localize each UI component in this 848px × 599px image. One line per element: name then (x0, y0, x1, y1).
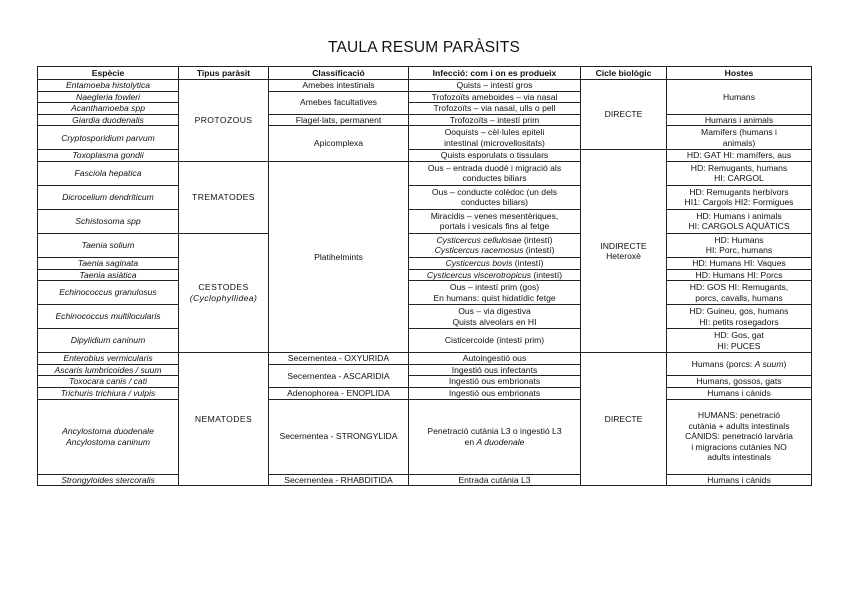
hosts-cell: HD: Humans HI: Porcs (667, 269, 812, 281)
classification-cell: Flagel·lats, permanent (269, 114, 409, 126)
infection-cell: Ingestió ous embrionats (409, 376, 581, 388)
infection-cell: Entrada cutània L3 (409, 474, 581, 486)
species-cell: Toxoplasma gondii (38, 150, 179, 162)
species-cell: Naegleria fowleri (38, 91, 179, 103)
hosts-cell: Humans i animals (667, 114, 812, 126)
table-row (38, 399, 812, 474)
infection-cell: Cysticercus viscerotropicus (intestí) (409, 269, 581, 281)
table-row (38, 387, 812, 399)
header-type: Tipus paràsit (179, 67, 269, 80)
table-row (38, 353, 812, 365)
infection-cell: Cysticercus cellulosae (intestí) Cysticercus racemosus (intestí) (409, 233, 581, 257)
species-cell: Enterobius vermicularis (38, 353, 179, 365)
table-row (38, 114, 812, 126)
infection-cell: Cysticercus bovis (intestí) (409, 257, 581, 269)
type-cell: TREMATODES (179, 161, 269, 233)
species-cell: Echinococcus granulosus (38, 281, 179, 305)
infection-cell: Ooquists – cèl·lules epiteli intestinal (microvellositats) (409, 126, 581, 150)
hosts-cell: Humans i cànids (667, 387, 812, 399)
species-cell: Dipylidium caninum (38, 329, 179, 353)
species-cell: Cryptosporidium parvum (38, 126, 179, 150)
infection-cell: Ingestió ous infectants (409, 364, 581, 376)
hosts-cell: Humans i cànids (667, 474, 812, 486)
species-cell: Dicrocelium dendriticum (38, 185, 179, 209)
hosts-cell: HD: Gos, gat HI: PUCES (667, 329, 812, 353)
hosts-cell: HD: Remugants herbívors HI1: Cargols HI2: Formigues (667, 185, 812, 209)
species-cell: Fasciola hepatica (38, 161, 179, 185)
infection-cell: Ous – entrada duodè i migració als conductes biliars (409, 161, 581, 185)
classification-cell: Secernentea - OXYURIDA (269, 353, 409, 365)
table-row (38, 80, 812, 92)
species-cell: Trichuris trichiura / vulpis (38, 387, 179, 399)
cycle-cell: INDIRECTE Heteroxè (581, 150, 667, 353)
table-row (38, 329, 812, 353)
classification-cell: Apicomplexa (269, 126, 409, 162)
table-row (38, 209, 812, 233)
infection-cell: Ous – intestí prim (gos) En humans: quist hidatídic fetge (409, 281, 581, 305)
cycle-cell: DIRECTE (581, 353, 667, 486)
infection-cell: Trofozoïts ameboides – via nasal (409, 91, 581, 103)
table-row (38, 257, 812, 269)
classification-cell: Amebes facultatives (269, 91, 409, 114)
header-classification: Classificació (269, 67, 409, 80)
infection-cell: Trofozoïts – intestí prim (409, 114, 581, 126)
species-cell: Echinococcus multilocularis (38, 305, 179, 329)
hosts-cell: Humans (667, 80, 812, 115)
hosts-cell: Mamífers (humans i animals) (667, 126, 812, 150)
table-row (38, 305, 812, 329)
infection-cell: Penetració cutània L3 o ingestió L3 en A duodenale (409, 399, 581, 474)
classification-cell: Platihelmints (269, 161, 409, 352)
classification-cell: Secernentea - RHABDITIDA (269, 474, 409, 486)
type-cell: NEMATODES (179, 353, 269, 486)
infection-cell: Ingestió ous embrionats (409, 387, 581, 399)
species-cell: Giardia duodenalis (38, 114, 179, 126)
infection-cell: Ous – via digestiva Quists alveolars en HI (409, 305, 581, 329)
parasites-table (37, 66, 812, 486)
infection-cell: Autoingestió ous (409, 353, 581, 365)
header-row (38, 67, 812, 80)
table-row (38, 474, 812, 486)
table-row (38, 376, 812, 388)
species-cell: Schistosoma spp (38, 209, 179, 233)
species-cell: Taenia saginata (38, 257, 179, 269)
hosts-cell: HD: Remugants, humans HI: CARGOL (667, 161, 812, 185)
species-cell: Acanthamoeba spp (38, 103, 179, 115)
table-row (38, 126, 812, 150)
page-title: TAULA RESUM PARÀSITS (327, 39, 521, 56)
hosts-cell: HD: GOS HI: Remugants, porcs, cavalls, humans (667, 281, 812, 305)
infection-cell: Quists – intestí gros (409, 80, 581, 92)
hosts-cell: HD: Guineu, gos, humans HI: petits rosegadors (667, 305, 812, 329)
table-row (38, 281, 812, 305)
classification-cell: Secernentea - ASCARIDIA (269, 364, 409, 387)
hosts-cell: HUMANS: penetració cutània + adults intestinals CÀNIDS: penetració larvària i migracions cutànies NO adults intestinals (667, 399, 812, 474)
infection-cell: Miracidis – venes mesentèriques, portals i vesicals fins al fetge (409, 209, 581, 233)
infection-cell: Cisticercoide (intestí prim) (409, 329, 581, 353)
classification-cell: Amebes intestinals (269, 80, 409, 92)
infection-cell: Trofozoïts – via nasal, ulls o pell (409, 103, 581, 115)
infection-cell: Quists esporulats o tissulars (409, 150, 581, 162)
species-cell: Taenia asiàtica (38, 269, 179, 281)
species-cell: Ascaris lumbricoides / suum (38, 364, 179, 376)
hosts-cell: HD: GAT HI: mamífers, aus (667, 150, 812, 162)
species-cell: Toxocara canis / cati (38, 376, 179, 388)
classification-cell: Secernentea - STRONGYLIDA (269, 399, 409, 474)
hosts-cell: HD: Humans HI: Vaques (667, 257, 812, 269)
species-cell: Ancylostoma duodenale Ancylostoma caninum (38, 399, 179, 474)
table-row (38, 233, 812, 257)
header-hosts: Hostes (667, 67, 812, 80)
table-row (38, 269, 812, 281)
species-cell: Strongyloides stercoralis (38, 474, 179, 486)
type-cell: CESTODES (Cyclophyllidea) (179, 233, 269, 352)
type-cell: PROTOZOUS (179, 80, 269, 162)
header-species: Espècie (38, 67, 179, 80)
hosts-cell: Humans (porcs: A suum) (667, 353, 812, 376)
classification-cell: Adenophorea - ENOPLIDA (269, 387, 409, 399)
hosts-cell: HD: Humans i animals HI: CARGOLS AQUÀTICS (667, 209, 812, 233)
table-row (38, 150, 812, 162)
hosts-cell: HD: Humans HI: Porc, humans (667, 233, 812, 257)
species-cell: Taenia solium (38, 233, 179, 257)
table-row (38, 185, 812, 209)
cycle-cell: DIRECTE (581, 80, 667, 150)
header-infection: Infecció: com i on es produeix (409, 67, 581, 80)
header-cycle: Cicle biològic (581, 67, 667, 80)
table-row (38, 161, 812, 185)
species-cell: Entamoeba histolytica (38, 80, 179, 92)
infection-cell: Ous – conducte colèdoc (un dels conductes biliars) (409, 185, 581, 209)
hosts-cell: Humans, gossos, gats (667, 376, 812, 388)
